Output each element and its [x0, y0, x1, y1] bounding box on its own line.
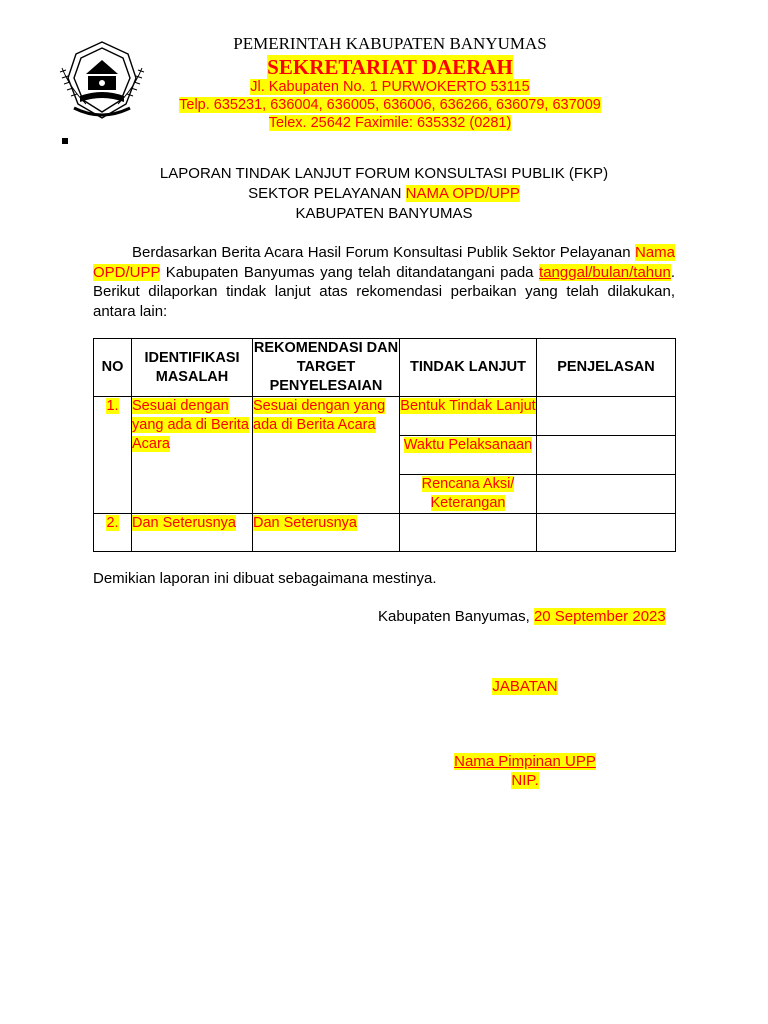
signatory-nip: [420, 772, 630, 789]
place-text: Kabupaten Banyumas,: [378, 608, 534, 625]
office-name: [150, 55, 630, 80]
row2-masalah: [132, 514, 253, 552]
header-no: NO: [94, 339, 132, 397]
row1-tindak-lanjut-2: [400, 436, 537, 475]
date-text: 20 September 2023: [533, 608, 666, 625]
office-address: [150, 79, 630, 95]
row1-no: [94, 397, 132, 514]
paragraph-opd: Nama OPD/UPP: [93, 244, 675, 281]
row1-tindak-lanjut-1-text: Bentuk Tindak Lanjut: [400, 398, 536, 414]
office-phone-text: Telp. 635231, 636004, 636005, 636006, 636266, 636079, 637009: [179, 97, 601, 113]
row1-rekomendasi: [253, 397, 400, 514]
signatory-position: [420, 678, 630, 695]
bullet-marker: [62, 138, 68, 144]
paragraph-part2: Kabupaten Banyumas yang telah ditandatangani pada: [160, 263, 540, 281]
row2-rekomendasi: [253, 514, 400, 552]
office-name-text: SEKRETARIAT DAERAH: [267, 55, 513, 79]
table-row: [94, 397, 676, 436]
row1-penjelasan-3: [537, 475, 676, 514]
row2-tindak-lanjut: [400, 514, 537, 552]
header-penjelasan: PENJELASAN: [537, 339, 676, 397]
header-masalah: IDENTIFIKASI MASALAH: [132, 339, 253, 397]
banyumas-emblem-icon: [56, 38, 148, 122]
report-title-line1: LAPORAN TINDAK LANJUT FORUM KONSULTASI PUBLIK (FKP): [159, 165, 609, 182]
report-title-opd: NAMA OPD/UPP: [405, 185, 520, 202]
row1-tindak-lanjut-3: [400, 475, 537, 514]
follow-up-table: [93, 338, 676, 552]
table-row: [94, 514, 676, 552]
header-tindak-lanjut: TINDAK LANJUT: [400, 339, 537, 397]
header-rekomendasi: REKOMENDASI DAN TARGET PENYELESAIAN: [253, 339, 400, 397]
government-name: PEMERINTAH KABUPATEN BANYUMAS: [233, 34, 547, 53]
paragraph-part1: Berdasarkan Berita Acara Hasil Forum Konsultasi Publik Sektor Pelayanan: [132, 244, 635, 261]
signatory-name: [420, 753, 630, 770]
report-title-line2: [60, 185, 708, 202]
position-text: JABATAN: [492, 678, 558, 695]
row1-tindak-lanjut-2-text: Waktu Pelaksanaan: [403, 437, 533, 453]
row1-masalah: [132, 397, 253, 514]
row2-penjelasan: [537, 514, 676, 552]
row1-penjelasan-2: [537, 436, 676, 475]
report-title-line3: KABUPATEN BANYUMAS: [295, 205, 473, 222]
row2-rekomendasi-text: Dan Seterusnya: [253, 515, 357, 531]
row1-rekomendasi-text: Sesuai dengan yang ada di Berita Acara: [253, 398, 386, 433]
row1-no-text: 1.: [106, 398, 119, 414]
row2-masalah-text: Dan Seterusnya: [132, 515, 236, 531]
place-date: [378, 608, 666, 625]
row1-tindak-lanjut-1: [400, 397, 537, 436]
office-telex-text: Telex. 25642 Faximile: 635332 (0281): [268, 115, 512, 131]
table-header-row: [94, 339, 676, 397]
office-address-text: Jl. Kabupaten No. 1 PURWOKERTO 53115: [250, 79, 530, 95]
report-title-prefix: SEKTOR PELAYANAN: [248, 185, 406, 202]
row2-no-text: 2.: [106, 515, 119, 531]
row1-masalah-text: Sesuai dengan yang ada di Berita Acara: [132, 398, 249, 452]
paragraph-date: tanggal/bulan/tahun: [539, 263, 671, 281]
row1-penjelasan-1: [537, 397, 676, 436]
row2-no: [94, 514, 132, 552]
intro-paragraph: [93, 243, 675, 321]
closing-statement: Demikian laporan ini dibuat sebagaimana mestinya.: [93, 570, 437, 587]
row1-tindak-lanjut-3-text: Rencana Aksi/ Keterangan: [421, 476, 515, 511]
office-telex: [150, 115, 630, 131]
leader-name-text: Nama Pimpinan UPP: [454, 753, 596, 770]
paragraph-part3: . Berikut dilaporkan tindak lanjut atas rekomendasi perbaikan yang telah dilakukan, antara lain:: [93, 263, 675, 320]
nip-text: NIP.: [511, 772, 539, 789]
office-phone: [150, 97, 630, 113]
